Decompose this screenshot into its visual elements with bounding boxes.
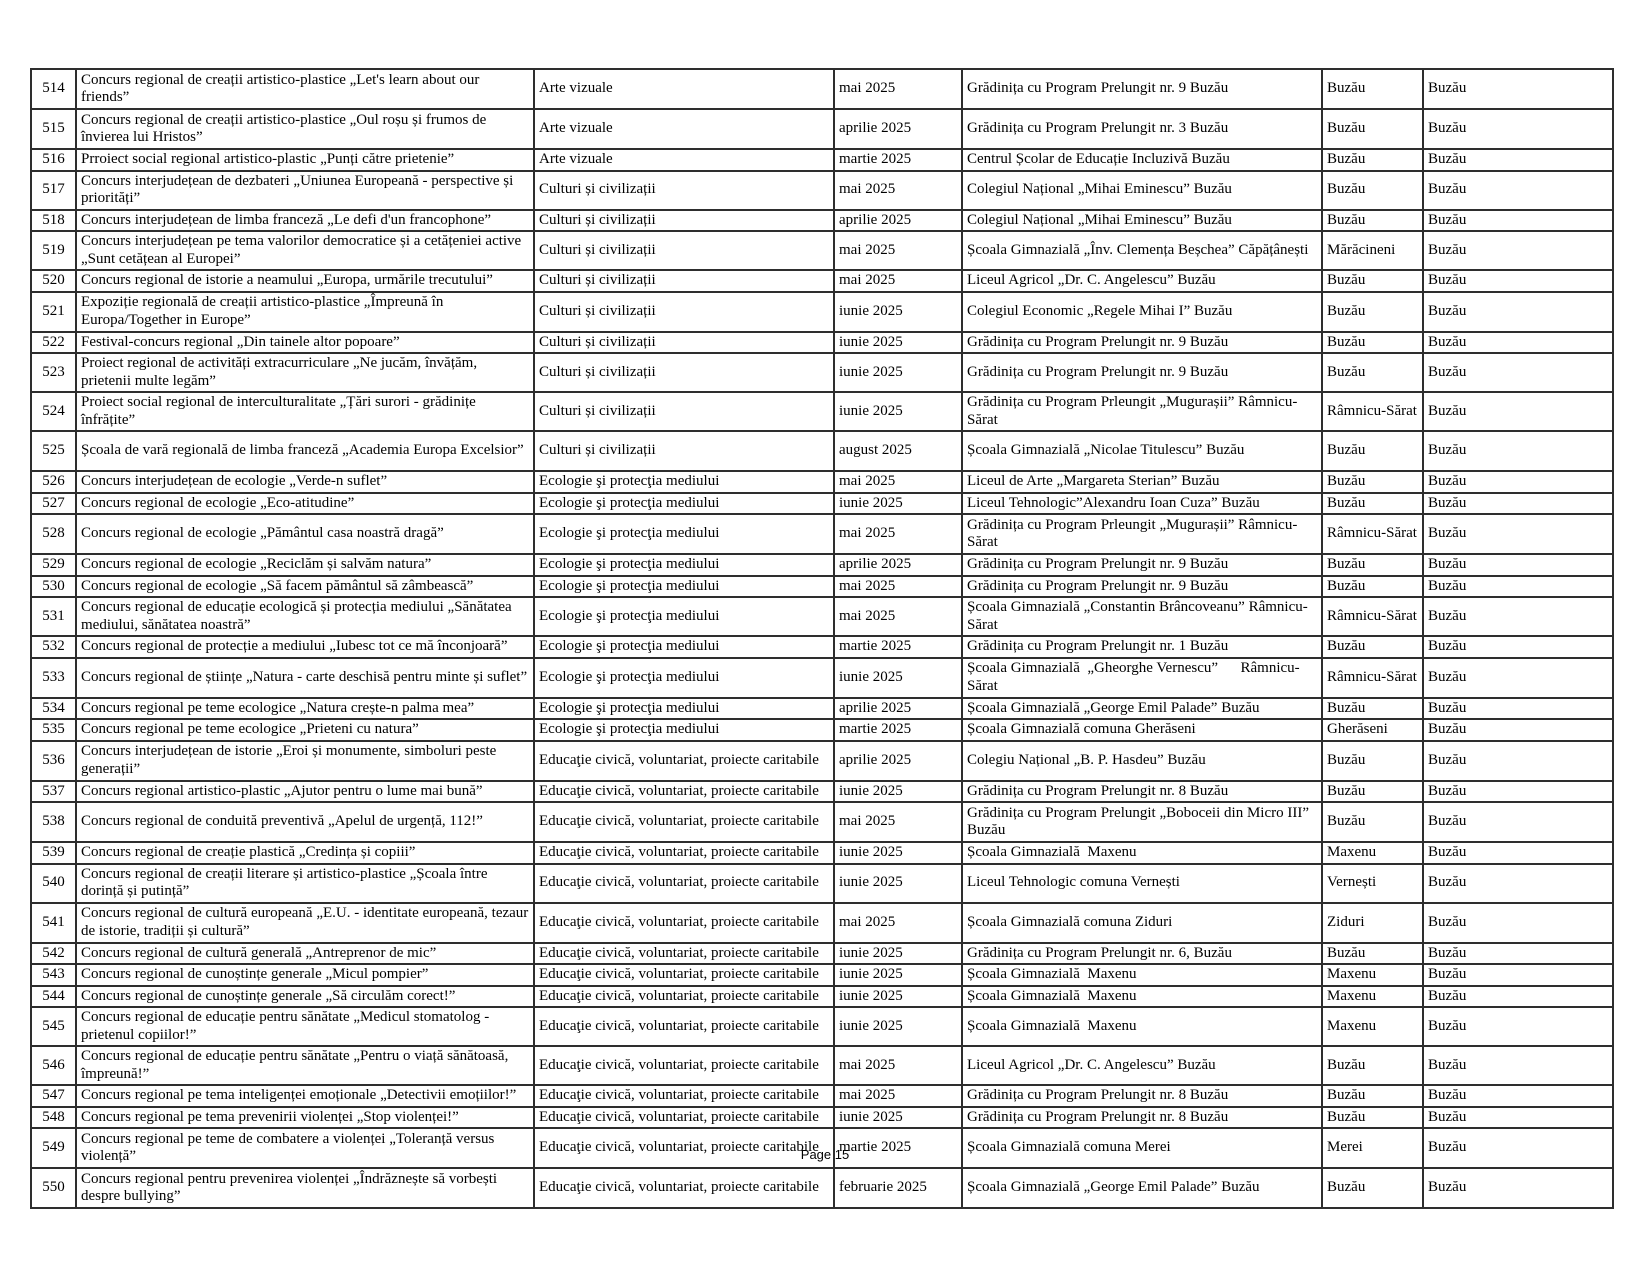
cell-category: Arte vizuale: [534, 69, 834, 109]
cell-county: Buzău: [1423, 1085, 1613, 1107]
cell-category: Educaţie civică, voluntariat, proiecte caritabile: [534, 1168, 834, 1208]
cell-institution: Școala Gimnazială „Constantin Brâncoveanu” Râmnicu-Sărat: [962, 597, 1322, 636]
cell-id: 541: [31, 903, 76, 943]
cell-date: mai 2025: [834, 1085, 962, 1107]
table-row: [31, 864, 1613, 903]
cell-id: 543: [31, 964, 76, 986]
table-row: [31, 658, 1613, 698]
table-row: [31, 1046, 1613, 1085]
cell-category: Educaţie civică, voluntariat, proiecte caritabile: [534, 781, 834, 803]
cell-category: Culturi și civilizații: [534, 431, 834, 471]
cell-county: Buzău: [1423, 986, 1613, 1008]
cell-institution: Grădinița cu Program Prleungit „Mugurașii” Râmnicu-Sărat: [962, 514, 1322, 554]
cell-title: Concurs regional de ecologie „Pământul casa noastră dragă”: [76, 514, 534, 554]
cell-institution: Școala Gimnazială comuna Gherăseni: [962, 719, 1322, 741]
cell-locality: Maxenu: [1322, 986, 1423, 1008]
cell-id: 532: [31, 636, 76, 658]
cell-county: Buzău: [1423, 171, 1613, 210]
cell-id: 535: [31, 719, 76, 741]
cell-title: Concurs regional de ecologie „Reciclăm și salvăm natura”: [76, 554, 534, 576]
cell-locality: Buzău: [1322, 741, 1423, 781]
table-row: [31, 292, 1613, 332]
cell-institution: Grădinița cu Program Prelungit nr. 8 Buzău: [962, 781, 1322, 803]
cell-title: Festival-concurs regional „Din tainele altor popoare”: [76, 332, 534, 354]
cell-county: Buzău: [1423, 69, 1613, 109]
cell-locality: Buzău: [1322, 431, 1423, 471]
cell-county: Buzău: [1423, 332, 1613, 354]
cell-county: Buzău: [1423, 514, 1613, 554]
cell-category: Ecologie şi protecţia mediului: [534, 719, 834, 741]
cell-title: Concurs regional de creații artistico-plastice „Let's learn about our friends”: [76, 69, 534, 109]
table-row: [31, 802, 1613, 842]
cell-county: Buzău: [1423, 1107, 1613, 1129]
cell-title: Concurs interjudețean pe tema valorilor democratice și a cetățeniei active „Sunt cetățean al Europei”: [76, 231, 534, 270]
cell-institution: Grădinița cu Program Prelungit nr. 9 Buzău: [962, 353, 1322, 392]
cell-county: Buzău: [1423, 864, 1613, 903]
cell-date: iunie 2025: [834, 1007, 962, 1046]
cell-county: Buzău: [1423, 231, 1613, 270]
cell-institution: Școala Gimnazială „George Emil Palade” Buzău: [962, 698, 1322, 720]
cell-title: Concurs regional de istorie a neamului „Europa, urmările trecutului”: [76, 270, 534, 292]
cell-id: 538: [31, 802, 76, 842]
cell-id: 514: [31, 69, 76, 109]
cell-date: iunie 2025: [834, 353, 962, 392]
cell-county: Buzău: [1423, 781, 1613, 803]
cell-category: Educaţie civică, voluntariat, proiecte caritabile: [534, 842, 834, 864]
cell-locality: Râmnicu-Sărat: [1322, 597, 1423, 636]
cell-id: 534: [31, 698, 76, 720]
cell-locality: Buzău: [1322, 69, 1423, 109]
cell-category: Educaţie civică, voluntariat, proiecte caritabile: [534, 964, 834, 986]
cell-date: mai 2025: [834, 514, 962, 554]
table-row: [31, 964, 1613, 986]
cell-date: martie 2025: [834, 149, 962, 171]
cell-title: Concurs regional de creații artistico-plastice „Oul roșu și frumos de învierea lui Hristos”: [76, 109, 534, 149]
cell-title: Concurs regional de conduită preventivă „Apelul de urgență, 112!”: [76, 802, 534, 842]
cell-county: Buzău: [1423, 964, 1613, 986]
cell-id: 537: [31, 781, 76, 803]
cell-locality: Buzău: [1322, 332, 1423, 354]
cell-locality: Buzău: [1322, 636, 1423, 658]
cell-date: iunie 2025: [834, 392, 962, 431]
cell-locality: Buzău: [1322, 802, 1423, 842]
table-row: [31, 270, 1613, 292]
table-row: [31, 597, 1613, 636]
cell-category: Educaţie civică, voluntariat, proiecte caritabile: [534, 943, 834, 965]
cell-id: 521: [31, 292, 76, 332]
cell-id: 540: [31, 864, 76, 903]
table-row: [31, 719, 1613, 741]
cell-title: Concurs regional de educație pentru sănătate „Pentru o viață sănătoasă, împreună!”: [76, 1046, 534, 1085]
cell-institution: Liceul Tehnologic”Alexandru Ioan Cuza” Buzău: [962, 493, 1322, 515]
cell-date: aprilie 2025: [834, 109, 962, 149]
cell-county: Buzău: [1423, 149, 1613, 171]
cell-date: aprilie 2025: [834, 210, 962, 232]
cell-date: mai 2025: [834, 69, 962, 109]
table-row: [31, 576, 1613, 598]
cell-locality: Buzău: [1322, 1085, 1423, 1107]
cell-date: iunie 2025: [834, 964, 962, 986]
cell-date: mai 2025: [834, 903, 962, 943]
cell-category: Culturi și civilizații: [534, 171, 834, 210]
cell-county: Buzău: [1423, 392, 1613, 431]
cell-id: 519: [31, 231, 76, 270]
cell-county: Buzău: [1423, 636, 1613, 658]
table-row: [31, 986, 1613, 1008]
cell-county: Buzău: [1423, 292, 1613, 332]
cell-county: Buzău: [1423, 210, 1613, 232]
cell-category: Educaţie civică, voluntariat, proiecte caritabile: [534, 802, 834, 842]
cell-title: Concurs interjudețean de ecologie „Verde-n suflet”: [76, 471, 534, 493]
table-row: [31, 431, 1613, 471]
cell-locality: Maxenu: [1322, 842, 1423, 864]
cell-id: 531: [31, 597, 76, 636]
cell-date: mai 2025: [834, 576, 962, 598]
cell-county: Buzău: [1423, 431, 1613, 471]
cell-institution: Școala Gimnazială „George Emil Palade” Buzău: [962, 1168, 1322, 1208]
cell-id: 550: [31, 1168, 76, 1208]
cell-title: Concurs interjudețean de istorie „Eroi și monumente, simboluri peste generații”: [76, 741, 534, 781]
cell-locality: Maxenu: [1322, 1007, 1423, 1046]
competitions-table: [30, 68, 1614, 1209]
cell-date: iunie 2025: [834, 943, 962, 965]
cell-category: Arte vizuale: [534, 149, 834, 171]
cell-title: Proiect social regional de interculturalitate „Țări surori - grădinițe înfrățite”: [76, 392, 534, 431]
cell-category: Educaţie civică, voluntariat, proiecte caritabile: [534, 1128, 834, 1168]
cell-title: Concurs regional de științe „Natura - carte deschisă pentru minte și suflet”: [76, 658, 534, 698]
cell-institution: Colegiul Național „Mihai Eminescu” Buzău: [962, 171, 1322, 210]
cell-locality: Buzău: [1322, 109, 1423, 149]
cell-county: Buzău: [1423, 1007, 1613, 1046]
cell-date: martie 2025: [834, 1128, 962, 1168]
cell-institution: Școala Gimnazială Maxenu: [962, 986, 1322, 1008]
cell-date: mai 2025: [834, 597, 962, 636]
cell-institution: Grădinița cu Program Prelungit nr. 8 Buzău: [962, 1085, 1322, 1107]
table-row: [31, 636, 1613, 658]
cell-county: Buzău: [1423, 1046, 1613, 1085]
cell-locality: Râmnicu-Sărat: [1322, 392, 1423, 431]
cell-institution: Colegiul Național „Mihai Eminescu” Buzău: [962, 210, 1322, 232]
cell-locality: Vernești: [1322, 864, 1423, 903]
cell-category: Educaţie civică, voluntariat, proiecte caritabile: [534, 1107, 834, 1129]
cell-category: Ecologie şi protecţia mediului: [534, 636, 834, 658]
cell-county: Buzău: [1423, 109, 1613, 149]
cell-county: Buzău: [1423, 741, 1613, 781]
cell-id: 518: [31, 210, 76, 232]
cell-category: Ecologie şi protecţia mediului: [534, 514, 834, 554]
cell-date: aprilie 2025: [834, 698, 962, 720]
cell-locality: Buzău: [1322, 353, 1423, 392]
cell-institution: Liceul Tehnologic comuna Vernești: [962, 864, 1322, 903]
cell-title: Concurs regional de cunoștințe generale „Micul pompier”: [76, 964, 534, 986]
cell-county: Buzău: [1423, 493, 1613, 515]
cell-county: Buzău: [1423, 903, 1613, 943]
table-row: [31, 1007, 1613, 1046]
cell-locality: Buzău: [1322, 943, 1423, 965]
cell-county: Buzău: [1423, 597, 1613, 636]
table-row: [31, 109, 1613, 149]
cell-category: Culturi și civilizații: [534, 231, 834, 270]
cell-institution: Colegiul Economic „Regele Mihai I” Buzău: [962, 292, 1322, 332]
table-row: [31, 171, 1613, 210]
cell-institution: Grădinița cu Program Prleungit „Mugurașii” Râmnicu-Sărat: [962, 392, 1322, 431]
cell-date: iunie 2025: [834, 332, 962, 354]
cell-id: 548: [31, 1107, 76, 1129]
cell-county: Buzău: [1423, 270, 1613, 292]
cell-category: Ecologie şi protecţia mediului: [534, 576, 834, 598]
cell-title: Concurs regional de creații literare și artistico-plastice „Școala între dorință și putință”: [76, 864, 534, 903]
cell-date: mai 2025: [834, 270, 962, 292]
cell-category: Educaţie civică, voluntariat, proiecte caritabile: [534, 1085, 834, 1107]
cell-institution: Școala Gimnazială „Nicolae Titulescu” Buzău: [962, 431, 1322, 471]
cell-id: 515: [31, 109, 76, 149]
cell-locality: Buzău: [1322, 471, 1423, 493]
cell-locality: Merei: [1322, 1128, 1423, 1168]
cell-institution: Grădinița cu Program Prelungit nr. 3 Buzău: [962, 109, 1322, 149]
cell-category: Ecologie şi protecţia mediului: [534, 698, 834, 720]
cell-county: Buzău: [1423, 719, 1613, 741]
cell-title: Concurs regional pe tema prevenirii violenței „Stop violenței!”: [76, 1107, 534, 1129]
cell-title: Concurs regional de cultură europeană „E.U. - identitate europeană, tezaur de istorie, tradiții și cultură”: [76, 903, 534, 943]
cell-title: Concurs regional pe teme de combatere a violenței „Toleranță versus violență”: [76, 1128, 534, 1168]
table-row: [31, 1085, 1613, 1107]
table-row: [31, 231, 1613, 270]
cell-category: Arte vizuale: [534, 109, 834, 149]
cell-date: februarie 2025: [834, 1168, 962, 1208]
cell-id: 545: [31, 1007, 76, 1046]
cell-date: iunie 2025: [834, 292, 962, 332]
cell-category: Educaţie civică, voluntariat, proiecte caritabile: [534, 986, 834, 1008]
cell-county: Buzău: [1423, 1128, 1613, 1168]
cell-id: 525: [31, 431, 76, 471]
cell-category: Ecologie şi protecţia mediului: [534, 471, 834, 493]
cell-county: Buzău: [1423, 943, 1613, 965]
cell-title: Școala de vară regională de limba franceză „Academia Europa Excelsior”: [76, 431, 534, 471]
cell-locality: Buzău: [1322, 210, 1423, 232]
table-row: [31, 353, 1613, 392]
cell-institution: Grădinița cu Program Prelungit nr. 9 Buzău: [962, 554, 1322, 576]
table-body: [31, 69, 1613, 1208]
cell-id: 542: [31, 943, 76, 965]
cell-date: august 2025: [834, 431, 962, 471]
cell-category: Ecologie şi protecţia mediului: [534, 597, 834, 636]
table-row: [31, 698, 1613, 720]
cell-county: Buzău: [1423, 353, 1613, 392]
cell-institution: Centrul Școlar de Educație Incluzivă Buzău: [962, 149, 1322, 171]
cell-date: iunie 2025: [834, 493, 962, 515]
cell-category: Culturi și civilizații: [534, 392, 834, 431]
cell-institution: Școala Gimnazială „Înv. Clemența Beșchea” Căpățânești: [962, 231, 1322, 270]
cell-date: martie 2025: [834, 719, 962, 741]
cell-title: Concurs regional de ecologie „Să facem pământul să zâmbească”: [76, 576, 534, 598]
cell-category: Educaţie civică, voluntariat, proiecte caritabile: [534, 741, 834, 781]
cell-category: Culturi și civilizații: [534, 332, 834, 354]
table-row: [31, 69, 1613, 109]
cell-title: Prroiect social regional artistico-plastic „Punți către prietenie”: [76, 149, 534, 171]
cell-title: Concurs regional pe teme ecologice „Natura crește-n palma mea”: [76, 698, 534, 720]
table-row: [31, 1107, 1613, 1129]
cell-date: mai 2025: [834, 471, 962, 493]
table-row: [31, 493, 1613, 515]
cell-institution: Grădinița cu Program Prelungit nr. 9 Buzău: [962, 576, 1322, 598]
cell-locality: Buzău: [1322, 171, 1423, 210]
cell-county: Buzău: [1423, 658, 1613, 698]
cell-category: Educaţie civică, voluntariat, proiecte caritabile: [534, 864, 834, 903]
cell-id: 530: [31, 576, 76, 598]
cell-county: Buzău: [1423, 1168, 1613, 1208]
cell-category: Culturi și civilizații: [534, 270, 834, 292]
cell-county: Buzău: [1423, 576, 1613, 598]
cell-id: 546: [31, 1046, 76, 1085]
cell-category: Culturi și civilizații: [534, 210, 834, 232]
cell-title: Concurs regional pe tema inteligenței emoționale „Detectivii emoțiilor!”: [76, 1085, 534, 1107]
table-row: [31, 392, 1613, 431]
cell-locality: Râmnicu-Sărat: [1322, 514, 1423, 554]
cell-county: Buzău: [1423, 842, 1613, 864]
cell-id: 533: [31, 658, 76, 698]
table-row: [31, 149, 1613, 171]
cell-institution: Liceul Agricol „Dr. C. Angelescu” Buzău: [962, 270, 1322, 292]
cell-title: Concurs regional de ecologie „Eco-atitudine”: [76, 493, 534, 515]
cell-locality: Buzău: [1322, 1046, 1423, 1085]
cell-locality: Buzău: [1322, 698, 1423, 720]
cell-locality: Ziduri: [1322, 903, 1423, 943]
cell-category: Educaţie civică, voluntariat, proiecte caritabile: [534, 1007, 834, 1046]
cell-title: Concurs regional de creație plastică „Credința și copiii”: [76, 842, 534, 864]
cell-county: Buzău: [1423, 554, 1613, 576]
cell-id: 520: [31, 270, 76, 292]
cell-title: Proiect regional de activități extracurriculare „Ne jucăm, învățăm, prietenii multe legăm”: [76, 353, 534, 392]
cell-institution: Liceul de Arte „Margareta Sterian” Buzău: [962, 471, 1322, 493]
cell-title: Concurs regional de cultură generală „Antreprenor de mic”: [76, 943, 534, 965]
cell-category: Culturi și civilizații: [534, 292, 834, 332]
cell-id: 522: [31, 332, 76, 354]
cell-id: 536: [31, 741, 76, 781]
cell-date: mai 2025: [834, 802, 962, 842]
table-row: [31, 842, 1613, 864]
cell-institution: Școala Gimnazială Maxenu: [962, 964, 1322, 986]
cell-id: 524: [31, 392, 76, 431]
cell-institution: Grădinița cu Program Prelungit nr. 6, Buzău: [962, 943, 1322, 965]
cell-locality: Buzău: [1322, 149, 1423, 171]
cell-institution: Grădinița cu Program Prelungit nr. 9 Buzău: [962, 69, 1322, 109]
table-row: [31, 781, 1613, 803]
cell-category: Ecologie şi protecţia mediului: [534, 658, 834, 698]
cell-id: 539: [31, 842, 76, 864]
cell-id: 523: [31, 353, 76, 392]
cell-date: iunie 2025: [834, 781, 962, 803]
cell-title: Expoziție regională de creații artistico-plastice „Împreună în Europa/Together in Europe”: [76, 292, 534, 332]
cell-date: iunie 2025: [834, 842, 962, 864]
cell-county: Buzău: [1423, 698, 1613, 720]
cell-locality: Buzău: [1322, 1168, 1423, 1208]
cell-date: aprilie 2025: [834, 554, 962, 576]
table-row: [31, 332, 1613, 354]
cell-locality: Mărăcineni: [1322, 231, 1423, 270]
cell-institution: Grădinița cu Program Prelungit „Boboceii din Micro III” Buzău: [962, 802, 1322, 842]
cell-category: Ecologie şi protecţia mediului: [534, 493, 834, 515]
table-row: [31, 943, 1613, 965]
cell-category: Culturi și civilizații: [534, 353, 834, 392]
cell-county: Buzău: [1423, 471, 1613, 493]
cell-id: 547: [31, 1085, 76, 1107]
cell-category: Educaţie civică, voluntariat, proiecte caritabile: [534, 903, 834, 943]
cell-title: Concurs regional artistico-plastic „Ajutor pentru o lume mai bună”: [76, 781, 534, 803]
cell-locality: Râmnicu-Sărat: [1322, 658, 1423, 698]
cell-institution: Liceul Agricol „Dr. C. Angelescu” Buzău: [962, 1046, 1322, 1085]
table-row: [31, 903, 1613, 943]
cell-id: 529: [31, 554, 76, 576]
cell-institution: Grădinița cu Program Prelungit nr. 9 Buzău: [962, 332, 1322, 354]
cell-locality: Buzău: [1322, 270, 1423, 292]
cell-date: martie 2025: [834, 636, 962, 658]
cell-id: 526: [31, 471, 76, 493]
table-row: [31, 210, 1613, 232]
cell-date: iunie 2025: [834, 864, 962, 903]
cell-date: aprilie 2025: [834, 741, 962, 781]
table-row: [31, 471, 1613, 493]
cell-id: 528: [31, 514, 76, 554]
cell-locality: Gherăseni: [1322, 719, 1423, 741]
table-row: [31, 554, 1613, 576]
cell-id: 544: [31, 986, 76, 1008]
cell-date: iunie 2025: [834, 658, 962, 698]
page-number: Page 15: [800, 1147, 850, 1162]
cell-institution: Școala Gimnazială „Gheorghe Vernescu” Râmnicu-Sărat: [962, 658, 1322, 698]
cell-title: Concurs regional de educație ecologică și protecția mediului „Sănătatea mediului, sănătatea noastră”: [76, 597, 534, 636]
cell-title: Concurs regional pentru prevenirea violenței „Îndrăznește să vorbești despre bullying”: [76, 1168, 534, 1208]
cell-title: Concurs regional de cunoștințe generale „Să circulăm corect!”: [76, 986, 534, 1008]
cell-id: 527: [31, 493, 76, 515]
cell-title: Concurs interjudețean de dezbateri „Uniunea Europeană - perspective și priorități”: [76, 171, 534, 210]
table-row: [31, 741, 1613, 781]
cell-institution: Școala Gimnazială comuna Ziduri: [962, 903, 1322, 943]
cell-date: mai 2025: [834, 171, 962, 210]
cell-locality: Buzău: [1322, 493, 1423, 515]
cell-title: Concurs regional de protecție a mediului „Iubesc tot ce mă înconjoară”: [76, 636, 534, 658]
cell-title: Concurs regional de educație pentru sănătate „Medicul stomatolog - prietenul copiilor!”: [76, 1007, 534, 1046]
cell-locality: Maxenu: [1322, 964, 1423, 986]
cell-id: 517: [31, 171, 76, 210]
cell-locality: Buzău: [1322, 576, 1423, 598]
cell-locality: Buzău: [1322, 292, 1423, 332]
cell-locality: Buzău: [1322, 554, 1423, 576]
cell-date: iunie 2025: [834, 1107, 962, 1129]
cell-locality: Buzău: [1322, 1107, 1423, 1129]
cell-institution: Grădinița cu Program Prelungit nr. 8 Buzău: [962, 1107, 1322, 1129]
cell-date: iunie 2025: [834, 986, 962, 1008]
cell-institution: Colegiu Național „B. P. Hasdeu” Buzău: [962, 741, 1322, 781]
cell-institution: Școala Gimnazială Maxenu: [962, 1007, 1322, 1046]
cell-county: Buzău: [1423, 802, 1613, 842]
table-row: [31, 514, 1613, 554]
cell-id: 516: [31, 149, 76, 171]
cell-institution: Școala Gimnazială comuna Merei: [962, 1128, 1322, 1168]
cell-title: Concurs interjudețean de limba franceză „Le defi d'un francophone”: [76, 210, 534, 232]
cell-title: Concurs regional pe teme ecologice „Prieteni cu natura”: [76, 719, 534, 741]
cell-id: 549: [31, 1128, 76, 1168]
cell-date: mai 2025: [834, 1046, 962, 1085]
table-row: [31, 1168, 1613, 1208]
cell-date: mai 2025: [834, 231, 962, 270]
cell-institution: Grădinița cu Program Prelungit nr. 1 Buzău: [962, 636, 1322, 658]
cell-category: Educaţie civică, voluntariat, proiecte caritabile: [534, 1046, 834, 1085]
cell-locality: Buzău: [1322, 781, 1423, 803]
cell-category: Ecologie şi protecţia mediului: [534, 554, 834, 576]
cell-institution: Școala Gimnazială Maxenu: [962, 842, 1322, 864]
